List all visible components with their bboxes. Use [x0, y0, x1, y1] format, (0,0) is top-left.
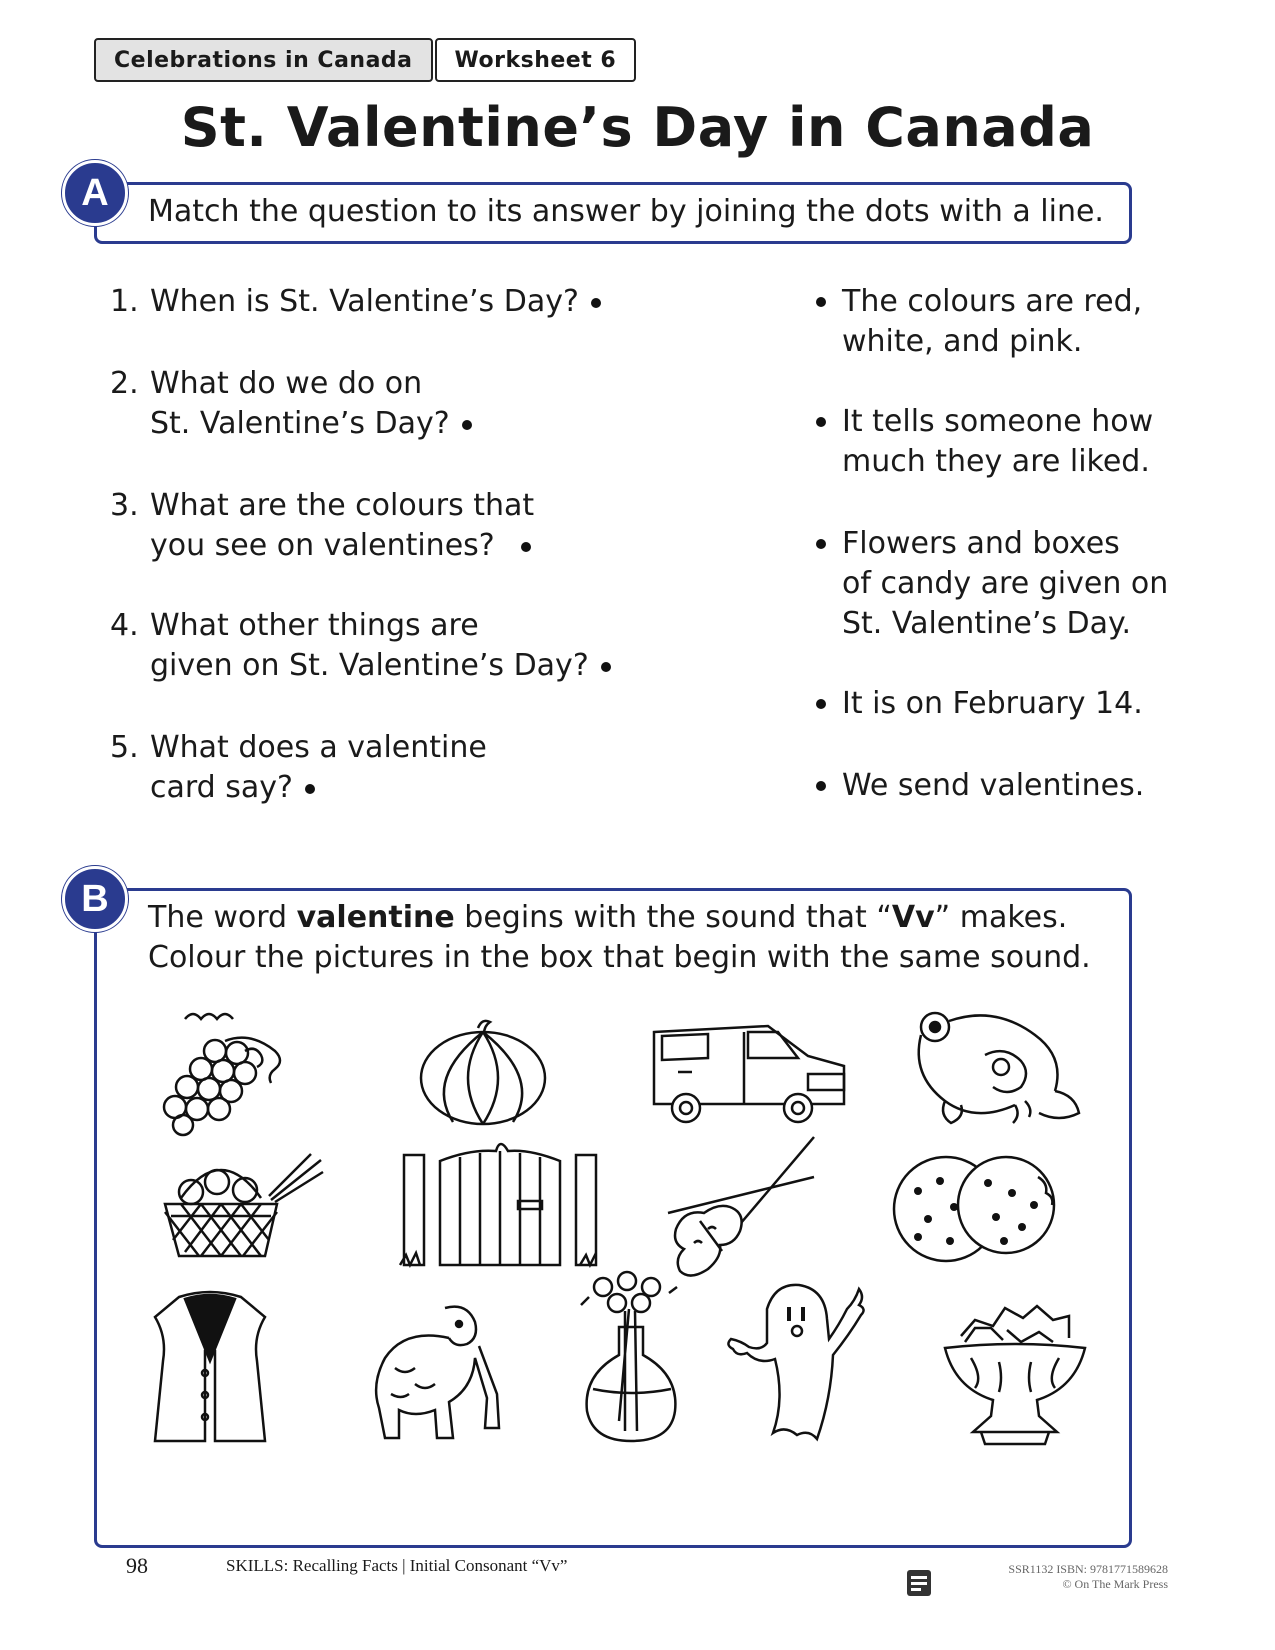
question-number: 4.	[110, 608, 139, 643]
question-text-line2: St. Valentine’s Day?	[150, 406, 450, 441]
page-title: St. Valentine’s Day in Canada	[180, 96, 1095, 159]
answer-2	[842, 402, 1153, 482]
answer-text: Flowers and boxes	[842, 526, 1120, 561]
question-number: 1.	[110, 284, 139, 319]
question-1	[110, 282, 601, 322]
page-number: 98	[126, 1553, 148, 1578]
match-dot[interactable]	[521, 542, 531, 552]
question-number: 5.	[110, 730, 139, 765]
section-b-instruction	[148, 898, 1091, 978]
cookies-icon[interactable]	[888, 1142, 1068, 1272]
section-a-badge: A	[62, 160, 128, 226]
answer-text-line2: of candy are given on	[842, 566, 1169, 601]
question-number: 3.	[110, 488, 139, 523]
answer-1	[842, 282, 1142, 362]
answer-text-line2: much they are liked.	[842, 444, 1150, 479]
answer-4	[842, 684, 1143, 724]
bird-icon[interactable]	[900, 1000, 1090, 1140]
grapes-icon[interactable]	[150, 1008, 300, 1138]
notes-icon	[905, 1568, 933, 1602]
question-text-line2: given on St. Valentine’s Day?	[150, 648, 589, 683]
vase-icon[interactable]	[576, 1268, 686, 1448]
question-5	[110, 728, 487, 808]
isbn-line: SSR1132 ISBN: 9781771589628	[1008, 1562, 1168, 1576]
ghost-icon[interactable]	[724, 1276, 874, 1451]
section-b-badge: B	[62, 866, 128, 932]
answer-text: It tells someone how	[842, 404, 1154, 439]
match-dot[interactable]	[816, 417, 826, 427]
match-dot[interactable]	[591, 298, 601, 308]
question-text: What are the colours that	[150, 488, 535, 523]
answer-text-line3: St. Valentine’s Day.	[842, 606, 1132, 641]
basket-icon[interactable]	[158, 1142, 328, 1272]
section-b-instruction-line1: The word valentine begins with the sound that “Vv” makes.	[148, 900, 1068, 935]
publisher-line: © On The Mark Press	[1062, 1577, 1168, 1591]
van-icon[interactable]	[648, 1008, 848, 1138]
question-2	[110, 364, 472, 444]
question-text: What other things are	[150, 608, 479, 643]
violin-icon[interactable]	[664, 1130, 824, 1280]
answer-text-line2: white, and pink.	[842, 324, 1083, 359]
section-b-instruction-line2: Colour the pictures in the box that begin with the same sound.	[148, 940, 1091, 975]
bowl-icon[interactable]	[940, 1296, 1090, 1446]
gorilla-icon[interactable]	[362, 1298, 512, 1448]
match-dot[interactable]	[816, 539, 826, 549]
match-dot[interactable]	[816, 297, 826, 307]
match-dot[interactable]	[601, 662, 611, 672]
gate-icon[interactable]	[400, 1128, 600, 1278]
series-tab: Celebrations in Canada	[94, 38, 433, 82]
match-dot[interactable]	[816, 699, 826, 709]
question-text: What does a valentine	[150, 730, 487, 765]
question-4	[110, 606, 611, 686]
header-tabs	[94, 38, 636, 82]
worksheet-tab: Worksheet 6	[435, 38, 637, 82]
question-text: When is St. Valentine’s Day?	[150, 284, 579, 319]
match-dot[interactable]	[462, 420, 472, 430]
match-dot[interactable]	[816, 781, 826, 791]
question-text-line2: you see on valentines?	[150, 528, 495, 563]
match-dot[interactable]	[305, 784, 315, 794]
answer-text: The colours are red,	[842, 284, 1143, 319]
answer-text: We send valentines.	[842, 768, 1145, 803]
answer-text: It is on February 14.	[842, 686, 1143, 721]
publication-code	[968, 1562, 1168, 1592]
question-number: 2.	[110, 366, 139, 401]
question-text-line2: card say?	[150, 770, 293, 805]
skills-text: SKILLS: Recalling Facts | Initial Consonant “Vv”	[226, 1556, 568, 1575]
vest-icon[interactable]	[140, 1288, 280, 1448]
pumpkin-icon[interactable]	[408, 1008, 558, 1138]
question-text: What do we do on	[150, 366, 423, 401]
question-3	[110, 486, 534, 566]
section-a-instruction: Match the question to its answer by joining the dots with a line.	[148, 194, 1104, 229]
answer-5	[842, 766, 1144, 806]
answer-3	[842, 524, 1168, 644]
